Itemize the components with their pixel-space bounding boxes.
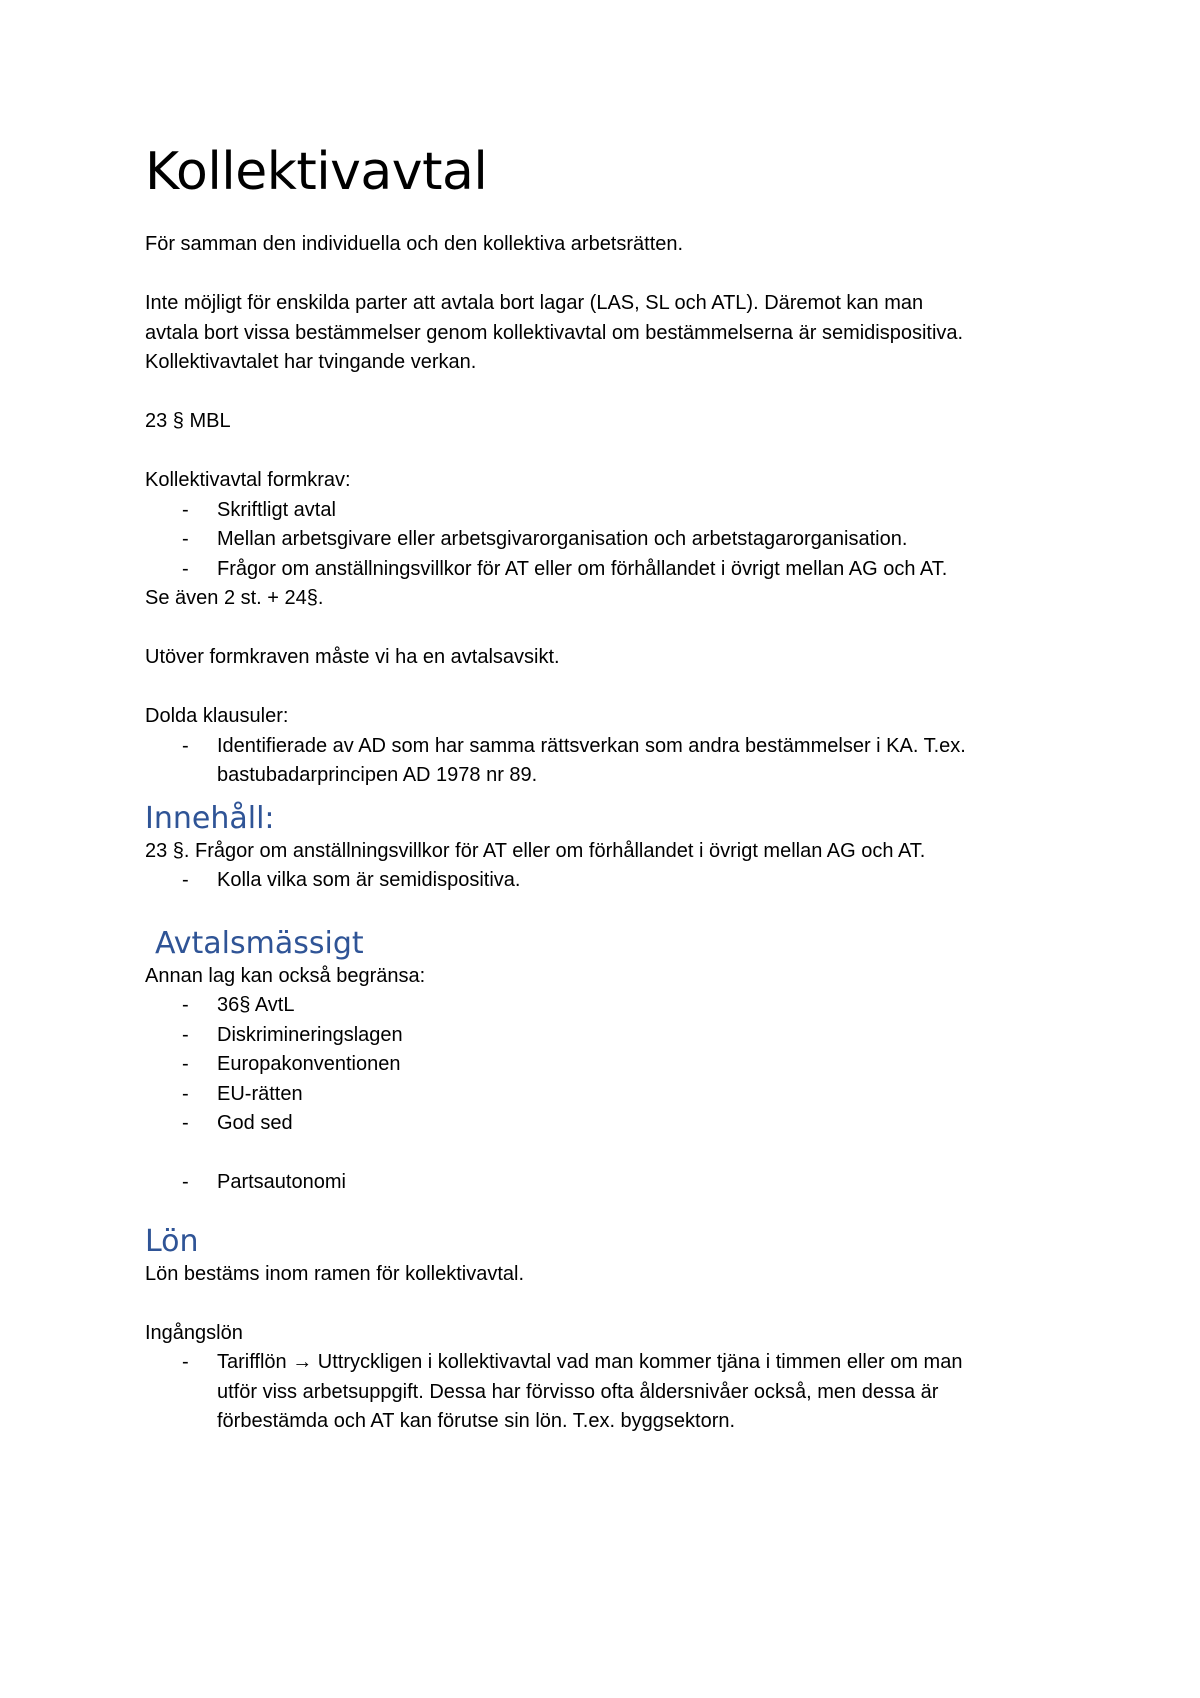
- dash-marker: -: [182, 1053, 189, 1075]
- document-page: [145, 140, 1075, 1437]
- innehall-list: [145, 866, 1075, 896]
- lon-text: Lön bestäms inom ramen för kollektivavtal.: [145, 1262, 525, 1285]
- avtalsmassigt-text: Annan lag kan också begränsa:: [145, 964, 426, 987]
- dash-marker: -: [182, 1171, 189, 1193]
- intro-paragraph-2-line-3: Kollektivavtalet har tvingande verkan.: [145, 351, 477, 373]
- dash-marker: -: [182, 869, 189, 891]
- intro-paragraph-2-line-2: avtala bort vissa bestämmelser genom kollektivavtal om bestämmelserna är semidispositiva.: [145, 321, 964, 344]
- list-item: - Mellan arbetsgivare eller arbetsgivarorganisation och arbetstagarorganisation.: [145, 525, 1075, 555]
- list-item: - EU-rätten: [145, 1080, 1075, 1110]
- avtalsmassigt-list-extra: [145, 1168, 1075, 1198]
- dash-marker: -: [182, 557, 189, 580]
- innehall-text: 23 §. Frågor om anställningsvillkor för AT eller om förhållandet i övrigt mellan AG och AT.: [145, 839, 926, 862]
- list-item: - Tarifflön → Uttryckligen i kollektivavtal vad man kommer tjäna i timmen eller om man: [145, 1348, 1075, 1378]
- document-title: Kollektivavtal: [145, 142, 488, 202]
- dash-marker: -: [182, 1351, 189, 1373]
- list-item-continuation: utför viss arbetsuppgift. Dessa har förvisso ofta åldersnivåer också, men dessa är: [217, 1380, 939, 1403]
- ingangslon-heading: Ingångslön: [145, 1321, 243, 1344]
- list-item: - Europakonventionen: [145, 1050, 1075, 1080]
- section-heading-avtalsmassigt: Avtalsmässigt: [155, 925, 364, 961]
- list-item: - Skriftligt avtal: [145, 496, 1075, 526]
- formkrav-list: [145, 496, 1075, 585]
- list-item: - 36§ AvtL: [145, 991, 1075, 1021]
- list-item: - Identifierade av AD som har samma rättsverkan som andra bestämmelser i KA. T.ex.: [145, 732, 1075, 762]
- dash-marker: -: [182, 994, 189, 1016]
- dash-marker: -: [182, 498, 189, 521]
- intro-paragraph-2-line-1: Inte möjligt för enskilda parter att avtala bort lagar (LAS, SL och ATL). Däremot kan man: [145, 292, 924, 314]
- list-item: - Partsautonomi: [145, 1168, 1075, 1198]
- dash-marker: -: [182, 1112, 189, 1134]
- avtalsmassigt-list: [145, 991, 1075, 1139]
- list-item: - Frågor om anställningsvillkor för AT eller om förhållandet i övrigt mellan AG och AT.: [145, 555, 1075, 585]
- dolda-klausuler-list: [145, 732, 1075, 791]
- list-item-continuation: bastubadarprincipen AD 1978 nr 89.: [217, 764, 538, 786]
- formkrav-heading: Kollektivavtal formkrav:: [145, 469, 351, 491]
- list-item-continuation: förbestämda och AT kan förutse sin lön. T.ex. byggsektorn.: [217, 1410, 736, 1432]
- se-aven-note: Se även 2 st. + 24§.: [145, 587, 324, 609]
- law-reference: 23 § MBL: [145, 410, 231, 432]
- dash-marker: -: [182, 528, 189, 550]
- list-item: - Diskrimineringslagen: [145, 1021, 1075, 1051]
- dash-marker: -: [182, 734, 189, 757]
- list-item: - God sed: [145, 1109, 1075, 1139]
- dolda-klausuler-heading: Dolda klausuler:: [145, 705, 289, 727]
- avtalsavsikt-paragraph: Utöver formkraven måste vi ha en avtalsavsikt.: [145, 646, 560, 668]
- list-item: - Kolla vilka som är semidispositiva.: [145, 866, 1075, 896]
- dash-marker: -: [182, 1082, 189, 1105]
- ingangslon-list: [145, 1348, 1075, 1437]
- section-heading-innehall: Innehåll:: [145, 800, 275, 836]
- section-heading-lon: Lön: [145, 1223, 199, 1259]
- intro-paragraph-1: För samman den individuella och den kollektiva arbetsrätten.: [145, 233, 684, 255]
- dash-marker: -: [182, 1023, 189, 1046]
